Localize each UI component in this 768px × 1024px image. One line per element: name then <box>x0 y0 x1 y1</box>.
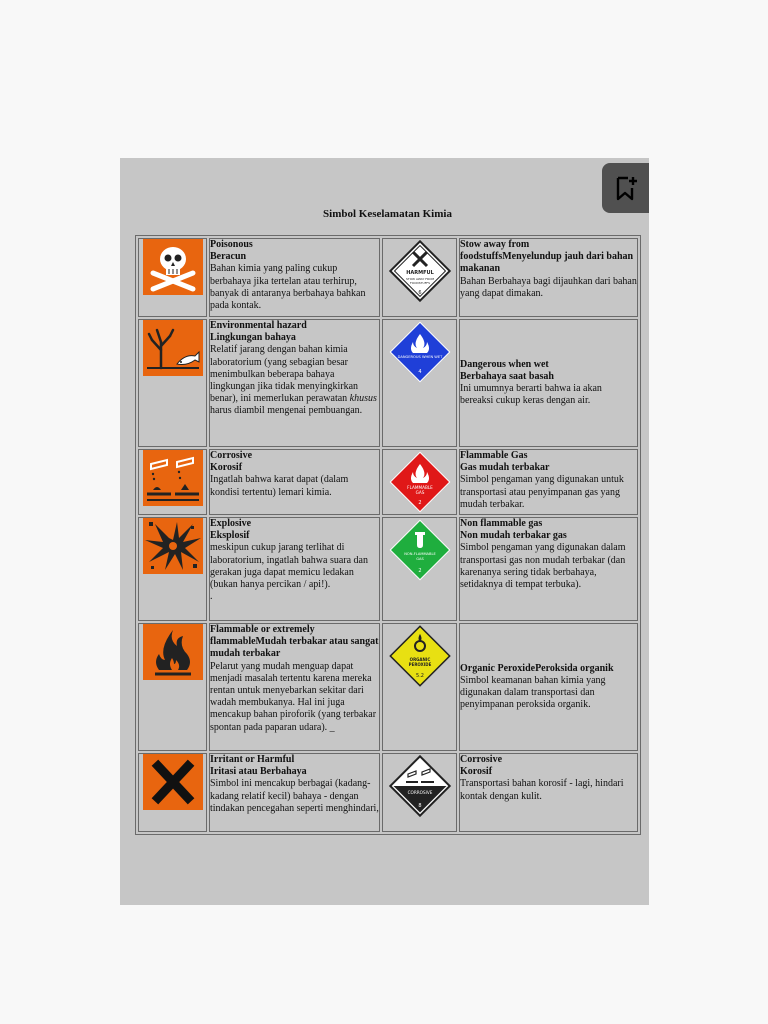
environment-hazard-icon <box>143 320 203 376</box>
symbol-description: Ini umumnya berarti bahwa ia akan bereaksi cukup keras dengan air. <box>460 383 602 407</box>
table-row <box>138 238 638 317</box>
table-row <box>138 623 638 751</box>
hazard-text <box>209 319 380 447</box>
symbol-name-id: Lingkungan bahaya <box>210 332 296 344</box>
add-bookmark-button[interactable] <box>602 163 649 213</box>
transport-sign-text <box>459 623 638 751</box>
svg-text:4: 4 <box>417 369 422 375</box>
hazard-image <box>138 517 207 621</box>
symbol-name-en: Flammable Gas <box>460 450 528 461</box>
page-title: Simbol Keselamatan Kimia <box>323 208 452 220</box>
symbol-description: Simbol pengaman yang digunakan dalam transportasi gas non mudah terbakar (dan karenanya sering tidak berbahaya, setidaknya di tempat terbuka). <box>460 542 626 591</box>
corrosive-diamond-icon <box>388 754 452 818</box>
symbol-description: Bahan kimia yang paling cukup berbahaya jika tertelan atau terhirup, banyak di antaranya berbahaya bahkan pada kontak. <box>210 263 366 312</box>
svg-text:2: 2 <box>417 500 422 506</box>
transport-sign-image <box>382 623 457 751</box>
symbol-description: Relatif jarang dengan bahan kimia laboratorium (yang sebagian besar menimbulkan beberapa bahaya lingkungan jika tidak menyingkirkan benar), ini memerlukan perawatan khusus harus diambil mengenai pembuangan. <box>210 344 377 417</box>
transport-sign-image <box>382 753 457 832</box>
symbol-name-id: Korosif <box>460 766 493 778</box>
symbol-description: Simbol pengaman yang digunakan untuk transportasi atau penyimpanan gas yang mudah terbakar. <box>460 474 624 510</box>
svg-text:CORROSIVE: CORROSIVE <box>407 790 432 795</box>
symbol-name-id: Berbahaya saat basah <box>460 370 554 382</box>
dangerous-when-wet-diamond-icon <box>388 320 452 384</box>
organic-peroxide-diamond-icon <box>388 624 452 688</box>
symbol-name-en: Flammable or extremely flammableMudah terbakar atau sangat mudah terbakar <box>210 624 379 660</box>
skull-crossbones-icon <box>143 239 203 295</box>
flame-icon <box>143 624 203 680</box>
symbol-description: Pelarut yang mudah menguap dapat menjadi masalah tertentu karena mereka rentan untuk menyebarkan sekitar dari wadah membukanya. Hal ini juga mencakup bahan piroforik (yang terbakar spontan pada paparan udara). _ <box>210 660 377 733</box>
hazard-image <box>138 449 207 515</box>
transport-sign-image <box>382 517 457 621</box>
svg-text:5.2: 5.2 <box>415 673 424 679</box>
symbol-description: Bahan Berbahaya bagi dijauhkan dari bahan yang dapat dimakan. <box>460 275 637 299</box>
transport-sign-image <box>382 319 457 447</box>
symbol-name-id: Non mudah terbakar gas <box>460 530 567 542</box>
explosive-icon <box>143 518 203 574</box>
symbol-description: Transportasi bahan korosif - lagi, hindari kontak dengan kulit. <box>460 778 624 802</box>
harmful-diamond-icon <box>388 239 452 303</box>
symbol-name-en: Irritant or Harmful <box>210 754 295 765</box>
table-row <box>138 449 638 515</box>
symbol-name-en: Explosive <box>210 518 252 529</box>
transport-sign-image <box>382 449 457 515</box>
hazard-text <box>209 753 380 832</box>
symbol-name-en: Stow away from <box>460 239 530 250</box>
svg-text:NON-FLAMMABLE: NON-FLAMMABLE <box>403 552 436 556</box>
hazard-text <box>209 517 380 621</box>
table-row <box>138 753 638 832</box>
transport-sign-text <box>459 238 638 317</box>
hazard-image <box>138 623 207 751</box>
hazard-text <box>209 449 380 515</box>
svg-text:GAS: GAS <box>415 557 424 561</box>
symbol-name-id: Beracun <box>210 251 247 263</box>
symbol-name-en: Corrosive <box>460 754 503 765</box>
symbol-name-id: Iritasi atau Berbahaya <box>210 766 307 778</box>
symbol-name-en: Non flammable gas <box>460 518 543 529</box>
bookmark-add-icon <box>612 174 640 202</box>
symbol-name-id: Eksplosif <box>210 530 250 542</box>
svg-text:8: 8 <box>417 803 422 809</box>
symbol-description: Ingatlah bahwa karat dapat (dalam kondisi tertentu) lemari kimia. <box>210 474 349 498</box>
symbol-name-en: Environmental hazard <box>210 320 307 331</box>
svg-text:ORGANIC: ORGANIC <box>409 657 430 662</box>
svg-text:STOW AWAY FROM: STOW AWAY FROM <box>405 277 434 281</box>
table-row <box>138 517 638 621</box>
svg-text:6: 6 <box>417 290 422 296</box>
corrosive-icon <box>143 450 203 506</box>
svg-text:DANGEROUS WHEN WET: DANGEROUS WHEN WET <box>397 355 442 359</box>
svg-text:2: 2 <box>417 568 422 574</box>
hazard-text <box>209 238 380 317</box>
transport-sign-text <box>459 517 638 621</box>
symbol-description-extra: . <box>210 591 213 603</box>
symbol-name-id: Gas mudah terbakar <box>460 462 550 474</box>
symbol-name-id: Korosif <box>210 462 243 474</box>
symbol-name-id: foodstuffsMenyelundup jauh dari bahan makanan <box>460 251 634 275</box>
symbol-description: Simbol keamanan bahan kimia yang digunakan dalam transportasi dan penyimpanan peroksida organik. <box>460 674 606 711</box>
hazard-image <box>138 238 207 317</box>
table-row <box>138 319 638 447</box>
irritant-cross-icon <box>143 754 203 810</box>
symbol-name-en: Corrosive <box>210 450 253 461</box>
svg-text:HARMFUL: HARMFUL <box>405 270 434 276</box>
hazard-image <box>138 753 207 832</box>
symbol-name-en: Dangerous when wet <box>460 358 549 370</box>
transport-sign-text <box>459 753 638 832</box>
transport-sign-text <box>459 319 638 447</box>
symbol-table <box>135 235 641 835</box>
svg-text:PEROXIDE: PEROXIDE <box>408 662 431 667</box>
svg-text:FLAMMABLE: FLAMMABLE <box>406 485 433 490</box>
hazard-text <box>209 623 380 751</box>
symbol-description: meskipun cukup jarang terlihat di laboratorium, ingatlah bahwa suara dan gerakan juga dapat memicu ledakan (bukan hanya percikan / api!). <box>210 542 368 591</box>
non-flammable-gas-diamond-icon <box>388 518 452 582</box>
symbol-name-en: Poisonous <box>210 239 253 250</box>
svg-text:GAS: GAS <box>415 490 424 495</box>
svg-text:FOODSTUFFS: FOODSTUFFS <box>409 281 430 285</box>
symbol-description: Simbol ini mencakup berbagai (kadang-kadang relatif kecil) bahaya - dengan tindakan pencegahan seperti menghindari, <box>210 778 379 814</box>
hazard-image <box>138 319 207 447</box>
flammable-gas-diamond-icon <box>388 450 452 514</box>
transport-sign-text <box>459 449 638 515</box>
symbol-name-en: Organic PeroxidePeroksida organik <box>460 662 614 674</box>
transport-sign-image <box>382 238 457 317</box>
